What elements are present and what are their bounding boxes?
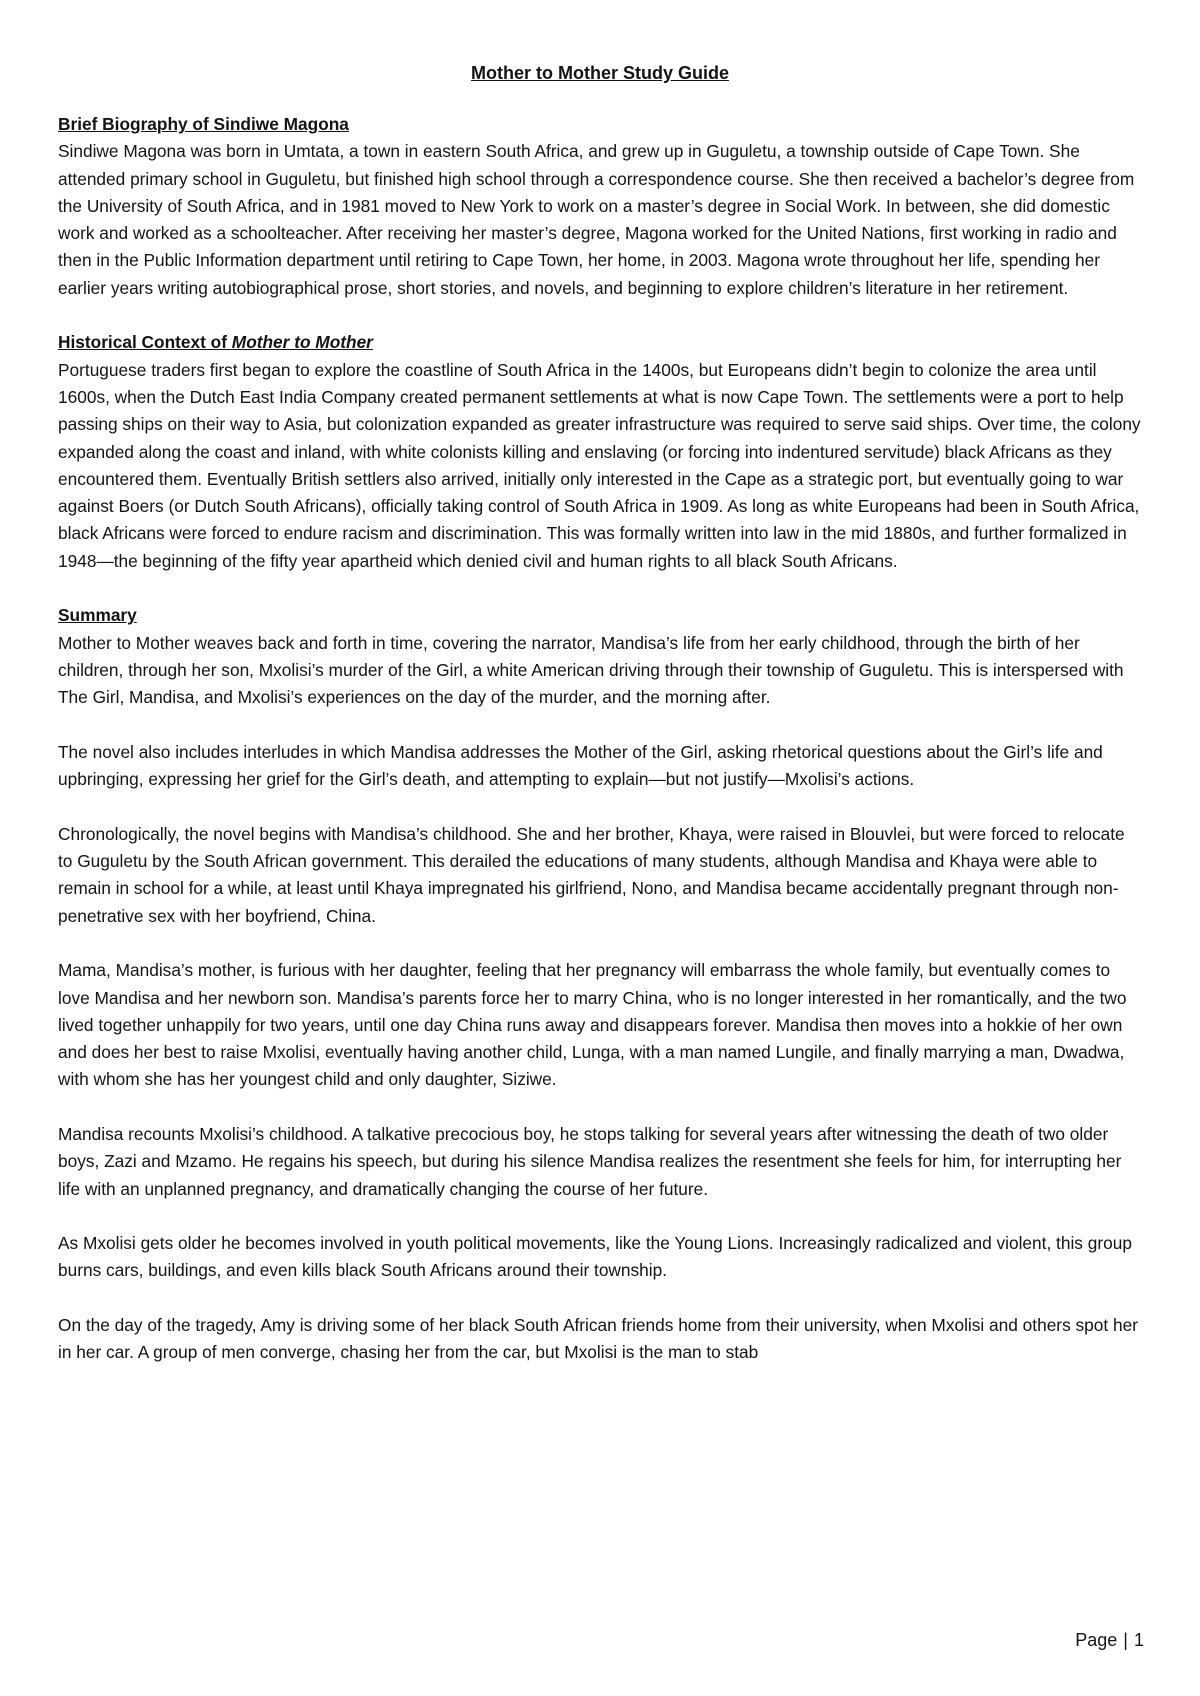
document-body <box>58 111 1142 1394</box>
section-biography <box>58 111 1142 302</box>
page-label: Page <box>1075 1630 1118 1650</box>
document-title: Mother to Mother Study Guide <box>471 63 729 83</box>
section-summary <box>58 602 1142 1366</box>
paragraph: The novel also includes interludes in which Mandisa addresses the Mother of the Girl, asking rhetorical questions about the Girl’s life and upbringing, expressing her grief for the Girl’s death, and attempting to explain—but not justify—Mxolisi’s actions. <box>58 741 1103 790</box>
paragraph: Chronologically, the novel begins with Mandisa’s childhood. She and her brother, Khaya, were raised in Blouvlei, but were forced to relocate to Guguletu by the South African government. This derailed the educations of many students, although Mandisa and Khaya were able to remain in school for a while, at least until Khaya impregnated his girlfriend, Nono, and Mandisa became accidentally pregnant through non-penetrative sex with her boyfriend, China. <box>58 823 1125 926</box>
paragraph: Sindiwe Magona was born in Umtata, a town in eastern South Africa, and grew up in Guguletu, a township outside of Cape Town. She attended primary school in Guguletu, but finished high school through a correspondence course. She then received a bachelor’s degree from the University of South Africa, and in 1981 moved to New York to work on a master’s degree in Social Work. In between, she did domestic work and worked as a schoolteacher. After receiving her master’s degree, Magona worked for the United Nations, first working in radio and then in the Public Information department until retiring to Cape Town, her home, in 2003. Magona wrote throughout her life, spending her earlier years writing autobiographical prose, short stories, and novels, and beginning to explore children’s literature in her retirement. <box>58 141 1135 298</box>
paragraph: Mama, Mandisa’s mother, is furious with her daughter, feeling that her pregnancy will embarrass the whole family, but eventually comes to love Mandisa and her newborn son. Mandisa’s parents force her to marry China, who is no longer interested in her romantically, and the two lived together unhappily for two years, until one day China runs away and disappears forever. Mandisa then moves into a hokkie of her own and does her best to raise Mxolisi, eventually having another child, Lunga, with a man named Lungile, and finally marrying a man, Dwadwa, with whom she has her youngest child and only daughter, Siziwe. <box>58 960 1127 1090</box>
paragraph: On the day of the tragedy, Amy is driving some of her black South African friends home from their university, when Mxolisi and others spot her in her car. A group of men converge, chasing her from the car, but Mxolisi is the man to stab <box>58 1315 1138 1363</box>
section-heading <box>58 329 1142 356</box>
section-heading: Brief Biography of Sindiwe Magona <box>58 114 349 134</box>
paragraph: As Mxolisi gets older he becomes involved in youth political movements, like the Young Lions. Increasingly radicalized and violent, this group burns cars, buildings, and even kills black South Africans around their township. <box>58 1233 1132 1281</box>
page-number: 1 <box>1133 1630 1144 1650</box>
page-footer <box>1075 1626 1144 1654</box>
paragraph: Mandisa recounts Mxolisi’s childhood. A talkative precocious boy, he stops talking for several years after witnessing the death of two older boys, Zazi and Mzamo. He regains his speech, but during his silence Mandisa realizes the resentment she feels for him, for interrupting her life with an unplanned pregnancy, and dramatically changing the course of her future. <box>58 1123 1122 1199</box>
paragraph: Mother to Mother weaves back and forth in time, covering the narrator, Mandisa’s life from her early childhood, through the birth of her children, through her son, Mxolisi’s murder of the Girl, a white American driving through their township of Guguletu. This is interspersed with The Girl, Mandisa, and Mxolisi’s experiences on the day of the murder, and the morning after. <box>58 632 1124 708</box>
heading-book-title: Mother to Mother <box>231 332 373 353</box>
section-historical-context <box>58 329 1142 575</box>
paragraph: Portuguese traders first began to explore the coastline of South Africa in the 1400s, but Europeans didn’t begin to colonize the area until 1600s, when the Dutch East India Company created permanent settlements at what is now Cape Town. The settlements were a port to help passing ships on their way to Asia, but colonization expanded as greater infrastructure was required to serve said ships. Over time, the colony expanded along the coast and inland, with white colonists killing and enslaving (or forcing into indentured servitude) black Africans as they encountered them. Eventually British settlers also arrived, initially only interested in the Cape as a strategic port, but eventually going to war against Boers (or Dutch South Africans), officially taking control of South Africa in 1909. As long as white Europeans had been in South Africa, black Africans were forced to endure racism and discrimination. This was formally written into law in the mid 1880s, and further formalized in 1948—the beginning of the fifty year apartheid which denied civil and human rights to all black South Africans. <box>58 359 1141 571</box>
page-separator: | <box>1123 1630 1128 1650</box>
heading-text: Historical Context of <box>58 332 232 353</box>
section-heading: Summary <box>58 605 137 626</box>
